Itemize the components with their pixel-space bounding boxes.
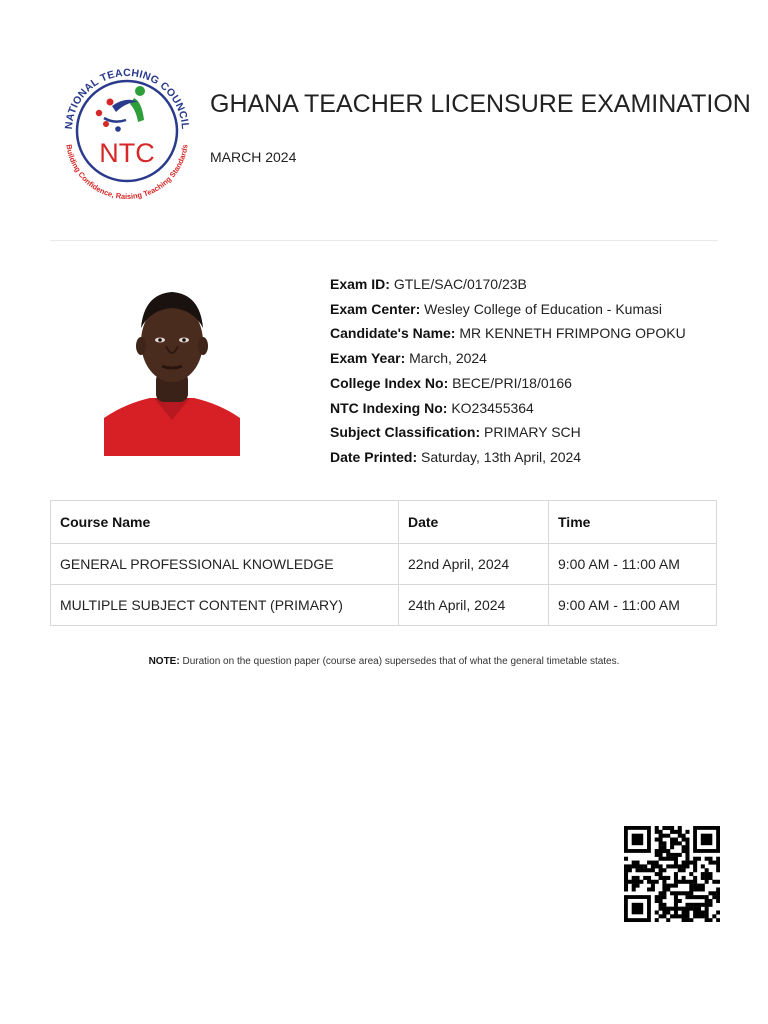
- logo-ring-top-text: NATIONAL TEACHING COUNCIL: [62, 66, 192, 130]
- ntc-index-value: KO23455364: [451, 399, 534, 416]
- course-schedule-table: [50, 500, 717, 626]
- candidate-name-value: MR KENNETH FRIMPONG OPOKU: [459, 325, 686, 342]
- exam-center-value: Wesley College of Education - Kumasi: [424, 300, 663, 317]
- exam-id-row: [330, 272, 686, 297]
- note-label: NOTE:: [148, 656, 180, 667]
- date-header: Date: [399, 501, 549, 544]
- qr-code: [624, 826, 720, 922]
- subject-classification-label: Subject Classification:: [330, 424, 481, 441]
- exam-year-row: [330, 346, 686, 371]
- exam-year-label: Exam Year:: [330, 350, 406, 367]
- subject-classification-row: [330, 420, 686, 445]
- date-cell: 22nd April, 2024: [399, 544, 549, 585]
- exam-year-value: March, 2024: [409, 350, 487, 367]
- course-name-header: Course Name: [51, 501, 399, 544]
- date-printed-value: Saturday, 13th April, 2024: [421, 448, 582, 465]
- exam-id-value: GTLE/SAC/0170/23B: [393, 276, 527, 292]
- table-row: [51, 585, 717, 626]
- time-cell: 9:00 AM - 11:00 AM: [549, 544, 717, 585]
- note-text: Duration on the question paper (course area) supersedes that of what the general timetable states.: [182, 656, 620, 667]
- exam-period: MARCH 2024: [210, 149, 297, 165]
- date-cell: 24th April, 2024: [399, 585, 549, 626]
- exam-center-row: [330, 297, 686, 322]
- candidate-name-label: Candidate's Name:: [330, 325, 456, 342]
- logo-ring-bottom-text: Building Confidence, Raising Teaching Standards: [64, 143, 190, 202]
- table-header-row: [51, 501, 717, 544]
- ntc-index-row: [330, 396, 686, 421]
- note: [0, 656, 768, 667]
- college-index-row: [330, 371, 686, 396]
- course-name-cell: GENERAL PROFESSIONAL KNOWLEDGE: [51, 544, 399, 585]
- candidate-details: [330, 272, 686, 470]
- date-printed-label: Date Printed:: [330, 448, 418, 465]
- ntc-index-label: NTC Indexing No:: [330, 399, 448, 416]
- ntc-logo: [54, 58, 200, 204]
- divider: [50, 240, 718, 241]
- college-index-value: BECE/PRI/18/0166: [452, 374, 572, 391]
- exam-id-label: Exam ID:: [330, 276, 390, 292]
- subject-classification-value: PRIMARY SCH: [484, 424, 581, 441]
- candidate-name-row: [330, 321, 686, 346]
- candidate-photo: [104, 280, 240, 456]
- college-index-label: College Index No:: [330, 374, 449, 391]
- date-printed-row: [330, 445, 686, 470]
- course-name-cell: MULTIPLE SUBJECT CONTENT (PRIMARY): [51, 585, 399, 626]
- table-row: [51, 544, 717, 585]
- logo-ntc-text: NTC: [99, 138, 155, 168]
- time-cell: 9:00 AM - 11:00 AM: [549, 585, 717, 626]
- time-header: Time: [549, 501, 717, 544]
- page-title: GHANA TEACHER LICENSURE EXAMINATION: [210, 90, 751, 118]
- exam-center-label: Exam Center:: [330, 300, 421, 317]
